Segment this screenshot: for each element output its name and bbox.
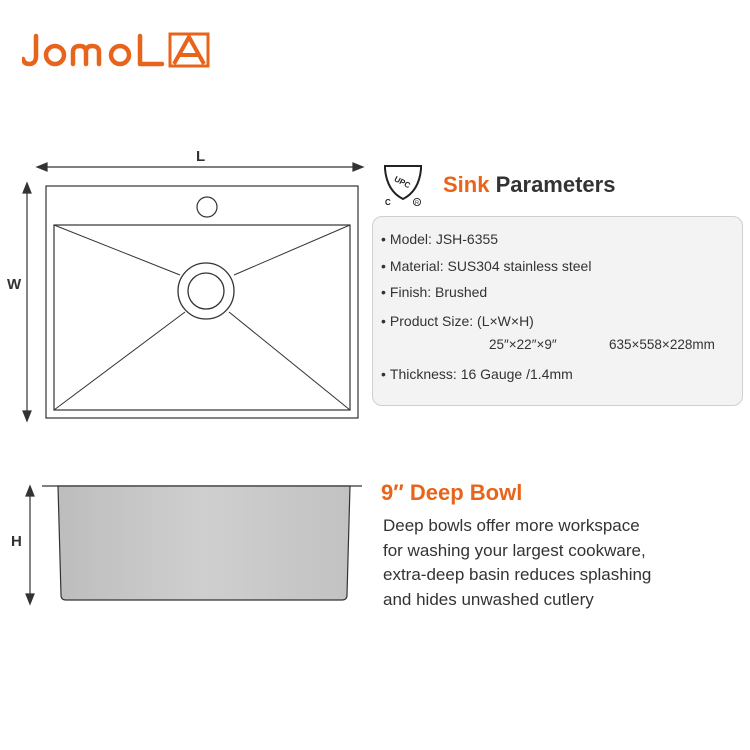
faucet-hole	[197, 197, 217, 217]
parameters-heading-rest: Parameters	[495, 172, 616, 197]
deep-bowl-heading: 9″ Deep Bowl	[381, 480, 523, 505]
deep-bowl-description	[383, 514, 713, 612]
svg-text:C: C	[385, 198, 391, 207]
description-line: Deep bowls offer more workspace	[383, 516, 640, 535]
spec-product-size	[381, 313, 534, 329]
spec-finish-text: Finish: Brushed	[389, 284, 488, 300]
parameters-heading	[443, 172, 615, 198]
bullet: •	[381, 313, 386, 329]
height-label: H	[11, 533, 22, 550]
spec-thickness-text: Thickness: 16 Gauge /1.4mm	[389, 366, 573, 382]
spec-finish	[381, 284, 487, 300]
bullet: •	[381, 258, 386, 274]
width-label: W	[7, 276, 22, 293]
drain-inner-ring	[188, 273, 224, 309]
side-view-drawing	[0, 476, 370, 616]
bullet: •	[381, 231, 386, 247]
spec-model-text: Model: JSH-6355	[389, 231, 499, 247]
svg-text:JomolA: JomolA	[22, 30, 26, 31]
spec-model	[381, 231, 498, 247]
spec-product-size-text: Product Size: (L×W×H)	[389, 313, 534, 329]
spec-size-inches: 25″×22″×9″	[489, 337, 557, 352]
description-line: for washing your largest cookware,	[383, 540, 646, 560]
spec-size-mm: 635×558×228mm	[609, 337, 715, 352]
description-line: extra-deep basin reduces splashing	[383, 565, 652, 584]
jomola-logo	[22, 30, 247, 70]
spec-material-text: Material: SUS304 stainless steel	[389, 258, 592, 274]
width-dimension-arrow	[23, 183, 31, 421]
parameters-heading-accent: Sink	[443, 172, 490, 197]
height-dimension-arrow	[26, 486, 34, 604]
spec-thickness	[381, 366, 573, 382]
bullet: •	[381, 284, 386, 300]
spec-material	[381, 258, 591, 274]
svg-text:R: R	[415, 200, 419, 207]
upc-certification-icon	[382, 163, 424, 207]
bowl-side-profile	[58, 486, 350, 600]
description-line: and hides unwashed cutlery	[383, 589, 594, 609]
top-view-drawing	[0, 140, 370, 430]
svg-text:UPC: UPC	[392, 174, 412, 191]
bullet: •	[381, 366, 386, 382]
length-label: L	[196, 148, 206, 165]
parameters-panel	[372, 216, 743, 406]
